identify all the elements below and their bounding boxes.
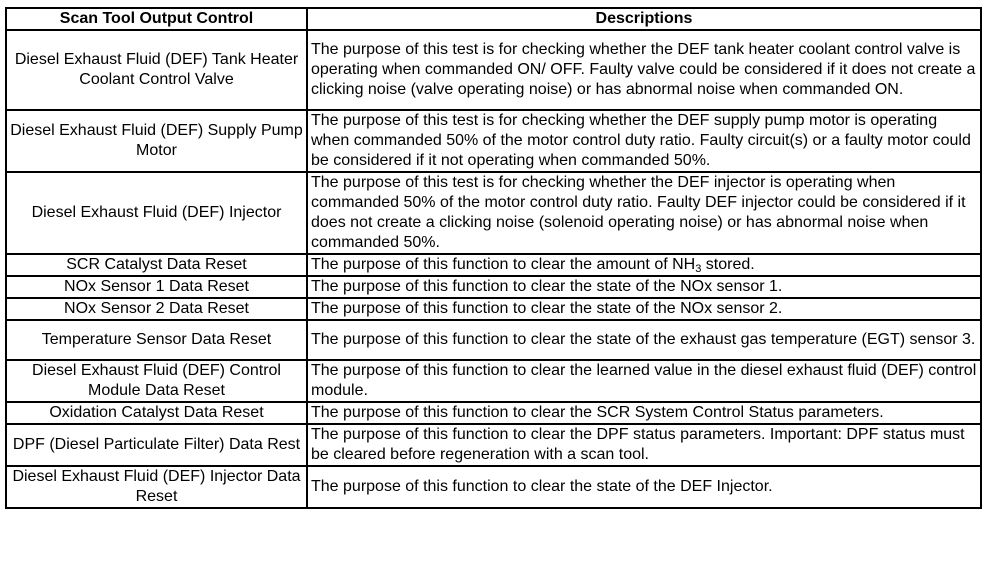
table-row: [6, 424, 981, 466]
column-header-output-control: Scan Tool Output Control: [6, 8, 307, 30]
output-control-description: The purpose of this function to clear the state of the DEF Injector.: [307, 466, 981, 508]
output-control-name: Diesel Exhaust Fluid (DEF) Control Module Data Reset: [6, 360, 307, 402]
table-row: [6, 254, 981, 276]
table-row: [6, 466, 981, 508]
description-text: stored.: [701, 256, 755, 273]
table-row: [6, 172, 981, 254]
output-control-name: DPF (Diesel Particulate Filter) Data Rest: [6, 424, 307, 466]
table-row: [6, 276, 981, 298]
output-control-name: Oxidation Catalyst Data Reset: [6, 402, 307, 424]
subscript-text: 3: [695, 263, 702, 275]
output-control-name: NOx Sensor 2 Data Reset: [6, 298, 307, 320]
table-row: [6, 402, 981, 424]
output-control-description: The purpose of this function to clear the state of the NOx sensor 2.: [307, 298, 981, 320]
output-control-name: Diesel Exhaust Fluid (DEF) Injector: [6, 172, 307, 254]
output-control-description: [307, 254, 981, 276]
output-control-name: Diesel Exhaust Fluid (DEF) Tank Heater Coolant Control Valve: [6, 30, 307, 110]
table-row: [6, 30, 981, 110]
table-row: [6, 360, 981, 402]
output-control-description: The purpose of this function to clear the state of the exhaust gas temperature (EGT) sensor 3.: [307, 320, 981, 360]
table-row: [6, 298, 981, 320]
output-control-name: Diesel Exhaust Fluid (DEF) Supply Pump Motor: [6, 110, 307, 172]
output-control-name: Diesel Exhaust Fluid (DEF) Injector Data Reset: [6, 466, 307, 508]
output-control-name: SCR Catalyst Data Reset: [6, 254, 307, 276]
output-control-name: Temperature Sensor Data Reset: [6, 320, 307, 360]
output-control-description: The purpose of this function to clear the DPF status parameters. Important: DPF status must be cleared before regeneration with a scan tool.: [307, 424, 981, 466]
column-header-descriptions: Descriptions: [307, 8, 981, 30]
scan-tool-output-control-sheet: [5, 7, 980, 509]
output-control-description: The purpose of this test is for checking whether the DEF supply pump motor is operating when commanded 50% of the motor control duty ratio. Faulty circuit(s) or a faulty motor could be considered if it not operating when commanded 50%.: [307, 110, 981, 172]
output-control-name: NOx Sensor 1 Data Reset: [6, 276, 307, 298]
table-row: [6, 110, 981, 172]
output-control-description: The purpose of this function to clear the learned value in the diesel exhaust fluid (DEF) control module.: [307, 360, 981, 402]
table-header-row: [6, 8, 981, 30]
description-text: The purpose of this function to clear the amount of NH: [311, 256, 696, 273]
output-control-description: The purpose of this test is for checking whether the DEF tank heater coolant control valve is operating when commanded ON/ OFF. Faulty valve could be considered if it does not create a clicking noise (valve operating noise) or has abnormal noise when commanded ON.: [307, 30, 981, 110]
table-row: [6, 320, 981, 360]
scan-tool-output-control-table: [5, 7, 982, 509]
output-control-description: The purpose of this function to clear the state of the NOx sensor 1.: [307, 276, 981, 298]
output-control-description: The purpose of this function to clear the SCR System Control Status parameters.: [307, 402, 981, 424]
output-control-description: The purpose of this test is for checking whether the DEF injector is operating when commanded 50% of the motor control duty ratio. Faulty DEF injector could be considered if it does not create a clicking noise (solenoid operating noise) or has abnormal noise when commanded 50%.: [307, 172, 981, 254]
